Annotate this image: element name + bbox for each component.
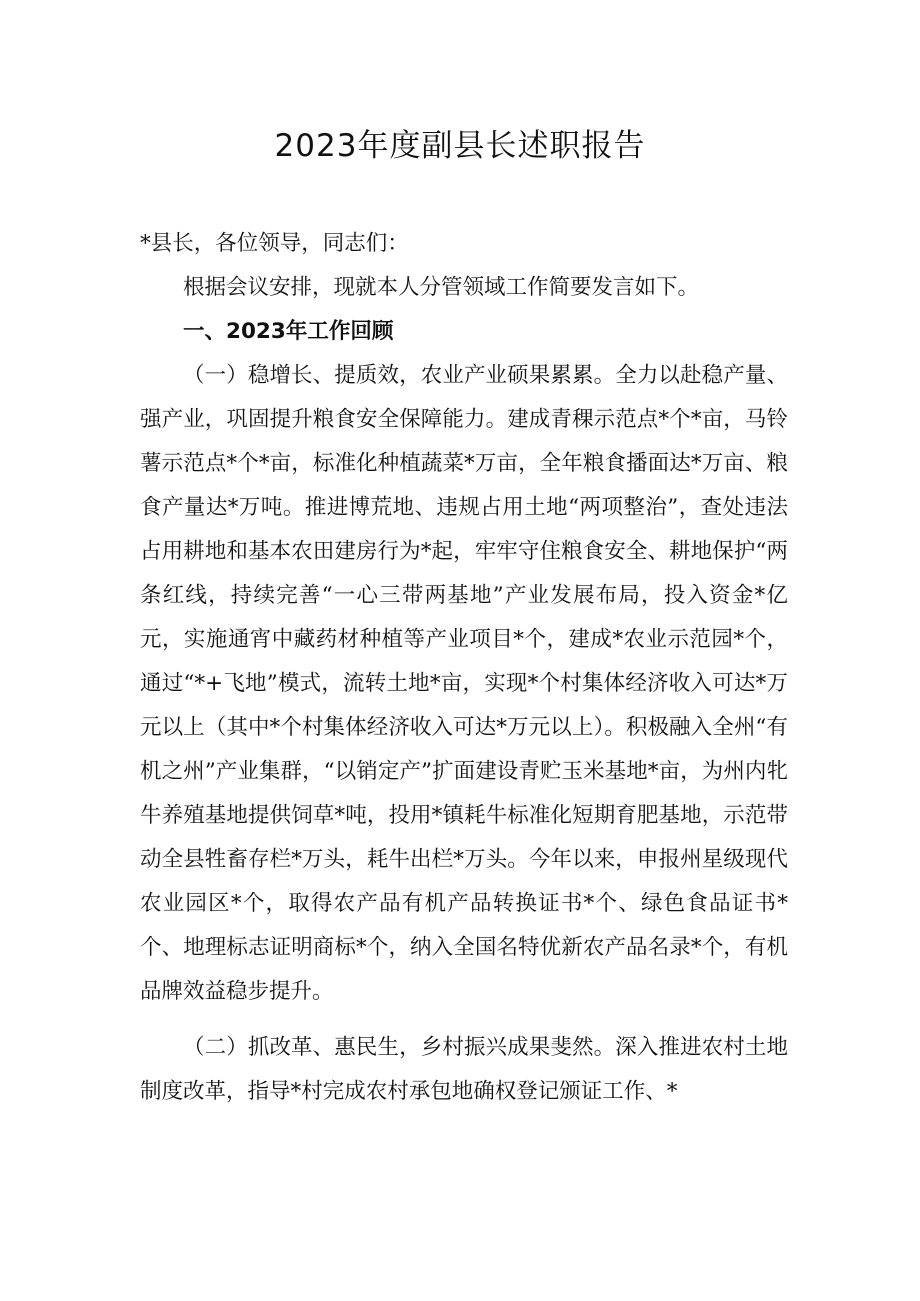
section-heading: 一、2023年工作回顾	[183, 319, 394, 344]
intro-paragraph: 根据会议安排，现就本人分管领域工作简要发言如下。	[183, 275, 700, 300]
document-body	[140, 222, 788, 1114]
salutation: *县长，各位领导，同志们：	[140, 231, 409, 256]
paragraph-agriculture: （一）稳增长、提质效，农业产业硕果累累。全力以赴稳产量、强产业，巩固提升粮食安全保障能力。建成青稞示范点*个*亩，马铃薯示范点*个*亩，标准化种植蔬菜*万亩，全年粮食播面达*万亩、粮食产量达*万吨。推进博荒地、违规占用土地“两项整治”，查处违法占用耕地和基本农田建房行为*起，牢牢守住粮食安全、耕地保护“两条红线，持续完善“一心三带两基地”产业发展布局，投入资金*亿元，实施通宵中藏药材种植等产业项目*个，建成*农业示范园*个，通过“*+飞地”模式，流转土地*亩，实现*个村集体经济收入可达*万元以上（其中*个村集体经济收入可达*万元以上）。积极融入全州“有机之州”产业集群，“以销定产”扩面建设青贮玉米基地*亩，为州内牝牛养殖基地提供饲草*吨，投用*镇耗牛标准化短期育肥基地，示范带动全县牲畜存栏*万头，耗牛出栏*万头。今年以来，申报州星级现代农业园区*个，取得农产品有机产品转换证书*个、绿色食品证书*个、地理标志证明商标*个，纳入全国名特优新农产品名录*个，有机品牌效益稳步提升。	[140, 363, 788, 1004]
document-title: 2023年度副县长述职报告	[274, 128, 646, 164]
paragraph-rural-revitalization: （二）抓改革、惠民生，乡村振兴成果斐然。深入推进农村土地制度改革，指导*村完成农村承包地确权登记颁证工作、*	[140, 1035, 788, 1104]
